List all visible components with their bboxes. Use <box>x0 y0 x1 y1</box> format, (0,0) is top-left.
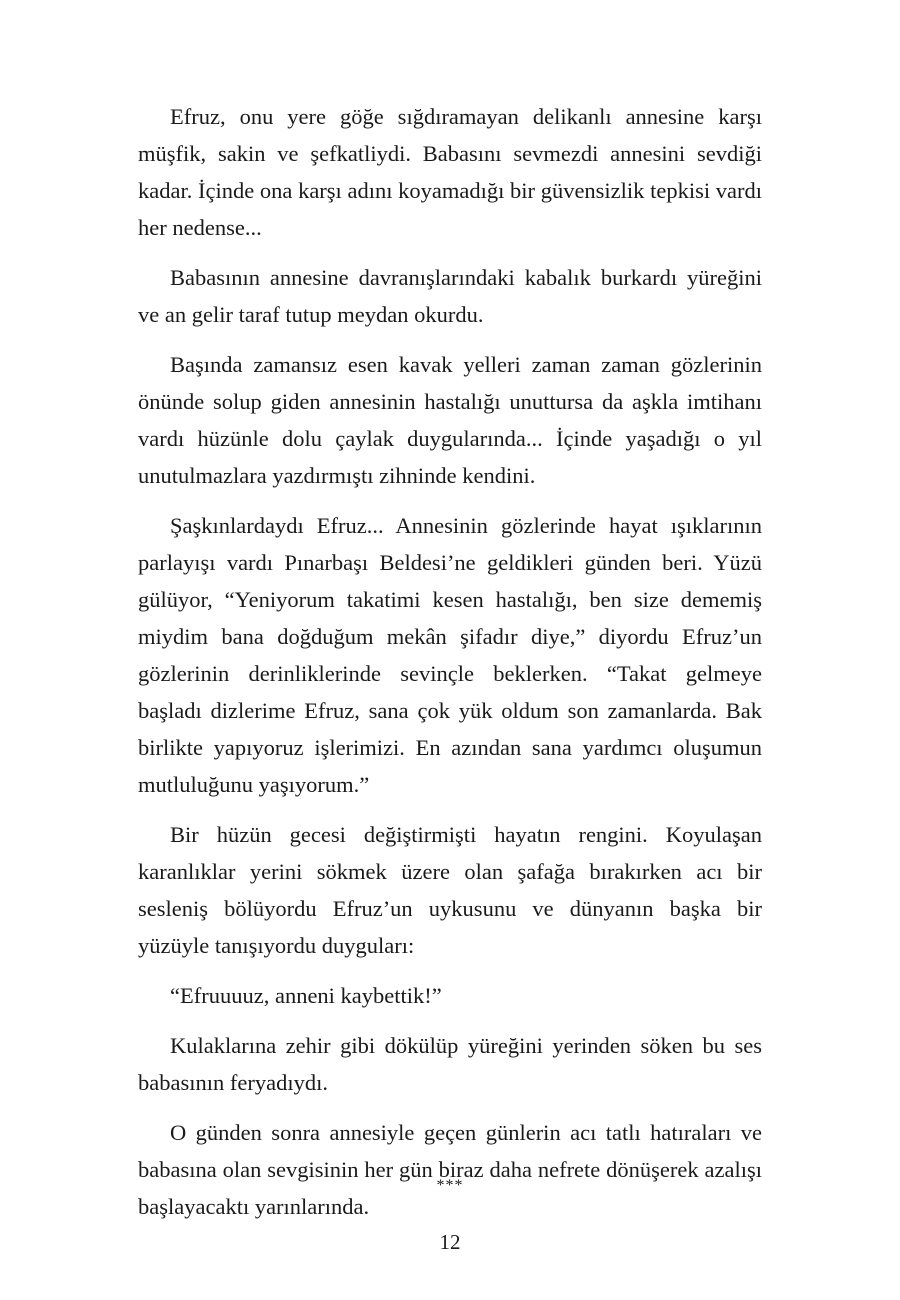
page-text-block <box>138 98 762 1238</box>
paragraph: Babasının annesine davranışlarındaki kabalık burkardı yüreğini ve an gelir taraf tutup meydan okurdu. <box>138 265 762 327</box>
paragraph: “Efruuuuz, anneni kaybettik!” <box>170 983 442 1008</box>
section-separator: *** <box>436 1177 464 1194</box>
paragraph: Bir hüzün gecesi değiştirmişti hayatın rengini. Koyulaşan karanlıklar yerini sökmek üzere olan şafağa bırakırken acı bir sesleniş bölüyordu Efruz’un uykusunu ve dünyanın başka bir yüzüyle tanışıyordu duyguları: <box>138 822 762 958</box>
page-number: 12 <box>439 1230 461 1254</box>
paragraph: Kulaklarına zehir gibi dökülüp yüreğini yerinden söken bu ses babasının feryadıydı. <box>138 1033 762 1095</box>
paragraph: Efruz, onu yere göğe sığdıramayan delikanlı annesine karşı müşfik, sakin ve şefkatliydi. Babasını sevmezdi annesini sevdiği kadar. İçinde ona karşı adını koyamadığı bir güvensizlik tepkisi vardı her nedense... <box>138 104 762 240</box>
paragraph: O günden sonra annesiyle geçen günlerin acı tatlı hatıraları ve babasına olan sevgisinin her gün biraz daha nefrete dönüşerek azalışı başlayacaktı yarınlarında. <box>138 1120 762 1219</box>
paragraph: Başında zamansız esen kavak yelleri zaman zaman gözlerinin önünde solup giden annesinin hastalığı unuttursa da aşkla imtihanı vardı hüzünle dolu çaylak duygularında... İçinde yaşadığı o yıl unutulmazlara yazdırmıştı zihninde kendini. <box>138 352 762 488</box>
paragraph: Şaşkınlardaydı Efruz... Annesinin gözlerinde hayat ışıklarının parlayışı vardı Pınarbaşı Beldesi’ne geldikleri günden beri. Yüzü gülüyor, “Yeniyorum takatimi kesen hastalığı, ben size dememiş miydim bana doğduğum mekân şifadır diye,” diyordu Efruz’un gözlerinin derinliklerinde sevinçle beklerken. “Takat gelmeye başladı dizlerime Efruz, sana çok yük oldum son zamanlarda. Bak birlikte yapıyoruz işlerimizi. En azından sana yardımcı oluşumun mutluluğunu yaşıyorum.” <box>138 513 762 797</box>
